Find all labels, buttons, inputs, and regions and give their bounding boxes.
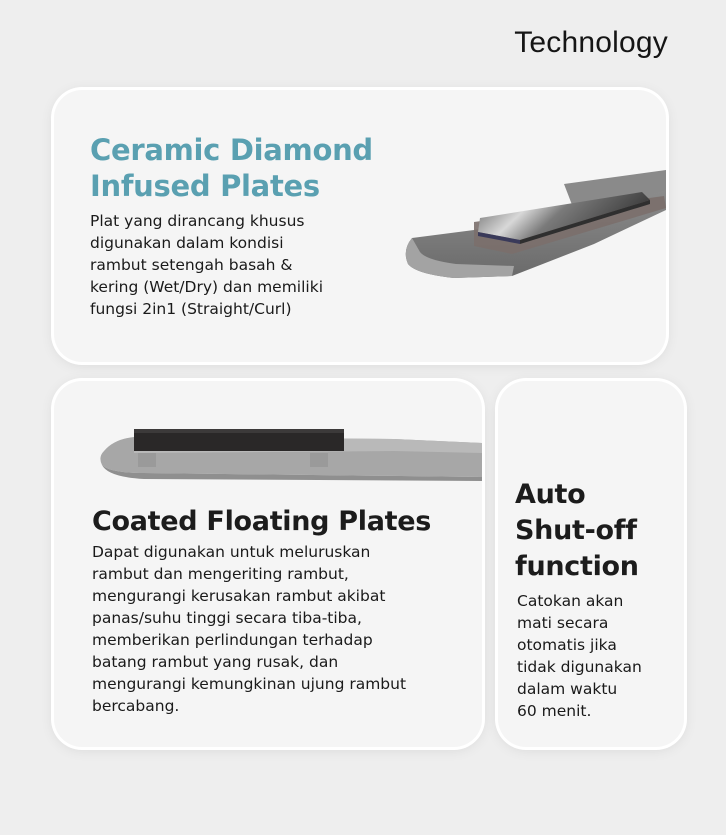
auto-shutoff-title: Auto Shut-off function xyxy=(515,479,639,582)
coated-plate-iron-image xyxy=(94,421,482,487)
coated-plates-card xyxy=(54,381,482,747)
ceramic-plates-description: Plat yang dirancang khusus digunakan dalam kondisi rambut setengah basah & kering (Wet/Dry) dan memiliki fungsi 2in1 (Straight/Curl) xyxy=(90,212,324,318)
page-title: Technology xyxy=(514,26,668,59)
auto-shutoff-description: Catokan akan mati secara otomatis jika tidak digunakan dalam waktu 60 menit. xyxy=(517,592,642,720)
ceramic-plates-title: Ceramic Diamond Infused Plates xyxy=(90,133,373,203)
ceramic-plates-card xyxy=(54,90,666,362)
coated-plates-title: Coated Floating Plates xyxy=(92,506,432,537)
auto-shutoff-card xyxy=(498,381,684,747)
ceramic-plate-iron-image xyxy=(394,160,666,300)
coated-plates-description: Dapat digunakan untuk meluruskan rambut dan mengeriting rambut, mengurangi kerusakan rambut akibat panas/suhu tinggi secara tiba-tiba, memberikan perlindungan terhadap batang rambut yang rusak, dan mengurangi kemungkinan ujung rambut bercabang. xyxy=(92,543,407,715)
